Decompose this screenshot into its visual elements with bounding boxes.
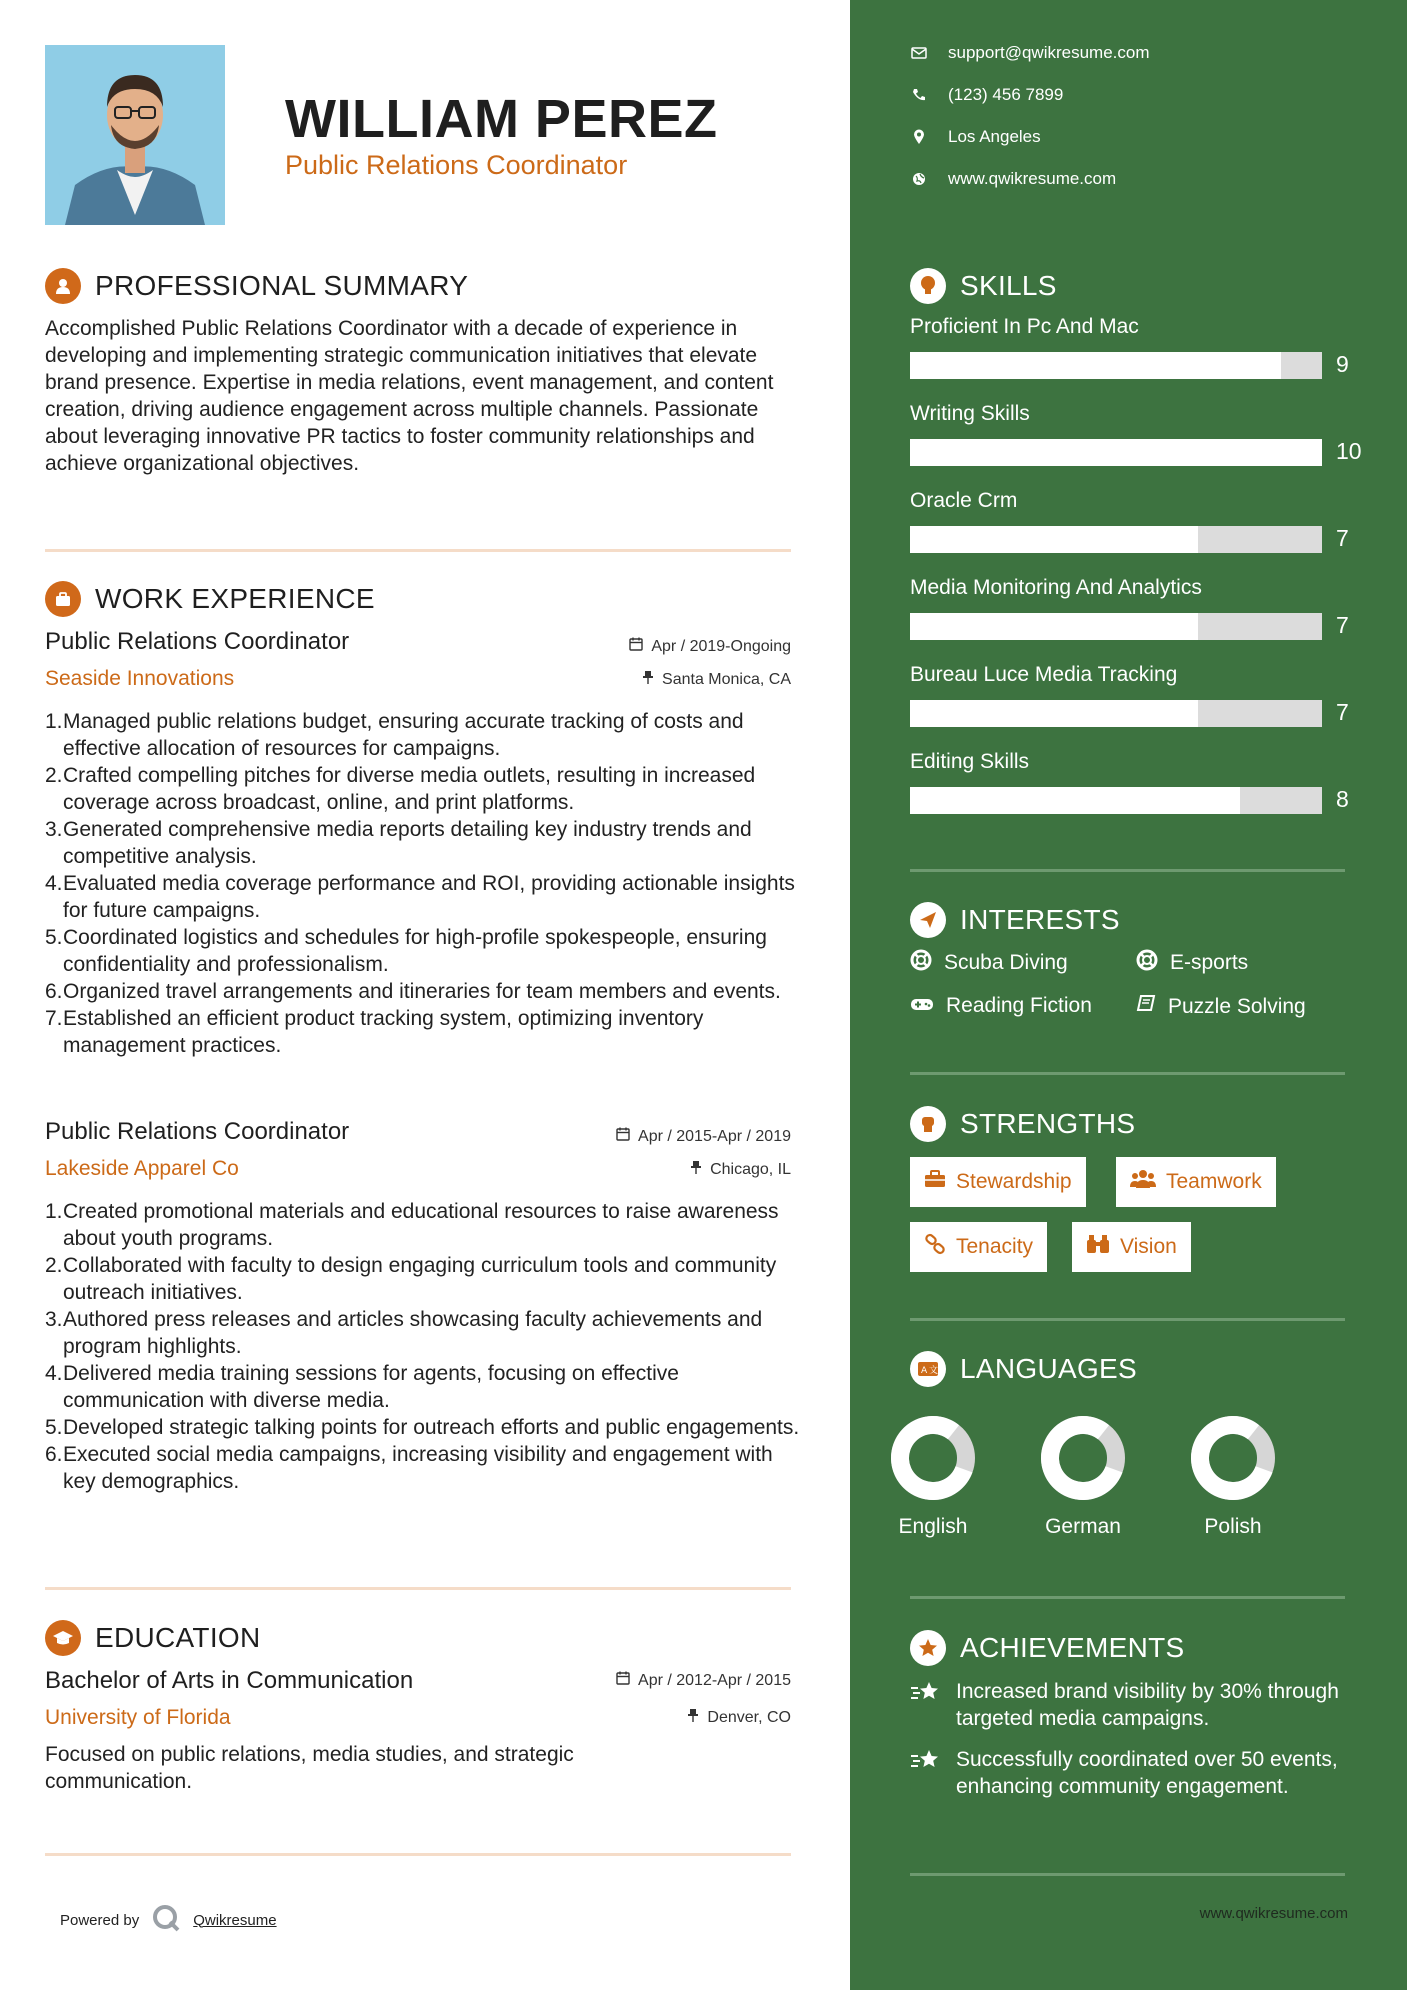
strength-chip	[1116, 1157, 1276, 1207]
link-icon	[924, 1233, 946, 1261]
list-item: 1. Created promotional materials and educational resources to raise awareness about youth programs.	[45, 1200, 779, 1250]
skill-value: 7	[1336, 612, 1349, 638]
interests-title: INTERESTS	[960, 904, 1120, 935]
job-location-text: Santa Monica, CA	[662, 670, 791, 688]
skill-bar-fill	[910, 352, 1281, 379]
candidate-title: Public Relations Coordinator	[285, 150, 628, 180]
work-heading	[45, 581, 375, 617]
language-donut	[1038, 1413, 1128, 1503]
briefcase-icon	[45, 581, 81, 617]
job-dates-text: Apr / 2019-Ongoing	[651, 637, 791, 655]
skill-label: Oracle Crm	[910, 489, 1018, 512]
skill-bar-fill	[910, 613, 1198, 640]
section-divider	[45, 549, 791, 552]
language-item	[1028, 1413, 1138, 1539]
job-location	[690, 1160, 791, 1179]
achievement-item	[910, 1678, 1350, 1732]
language-label: English	[898, 1515, 968, 1538]
skill-value: 7	[1336, 525, 1349, 551]
star-icon	[910, 1678, 942, 1732]
language-donut	[888, 1413, 978, 1503]
interest-label: Scuba Diving	[944, 951, 1068, 974]
degree-title: Bachelor of Arts in Communication	[45, 1667, 414, 1694]
list-item: 1. Managed public relations budget, ensuring accurate tracking of costs and effective allocation of resources for campaigns.	[45, 710, 744, 760]
skill-value: 7	[1336, 699, 1349, 725]
skill-label: Writing Skills	[910, 402, 1030, 425]
language-item	[1178, 1413, 1288, 1539]
language-item	[878, 1413, 988, 1539]
interest-label: E-sports	[1170, 951, 1249, 974]
job-dates	[629, 637, 791, 656]
education-heading	[45, 1620, 261, 1656]
summary-text: Accomplished Public Relations Coordinator with a decade of experience in developing and implementing strategic communication initiatives that elevate brand presence. Expertise in media relations, event management, and content creation, driving audience engagement across multiple channels. Passionate about leveraging innovative PR tactics to foster community relationships and achieve organizational objectives.	[45, 317, 774, 475]
list-item: 2. Collaborated with faculty to design engaging curriculum tools and community outreach initiatives.	[45, 1254, 777, 1304]
fist-icon	[910, 1106, 946, 1142]
language-icon	[910, 1351, 946, 1387]
education-location	[687, 1708, 791, 1727]
skill-bar	[910, 787, 1322, 814]
strength-chip	[910, 1222, 1047, 1272]
skill-bar-fill	[910, 787, 1240, 814]
language-label: German	[1045, 1515, 1121, 1538]
briefcase-icon	[924, 1170, 946, 1194]
skill-value: 8	[1336, 786, 1349, 812]
qwikresume-link[interactable]: Qwikresume	[193, 1911, 277, 1929]
summary-title: PROFESSIONAL SUMMARY	[95, 270, 469, 301]
skill-bar	[910, 526, 1322, 553]
user-icon	[45, 268, 81, 304]
strength-chip	[910, 1157, 1086, 1207]
book-icon	[1136, 994, 1156, 1020]
strength-label: Tenacity	[956, 1235, 1034, 1258]
binoculars-icon	[1086, 1234, 1110, 1260]
contact-email-text[interactable]: support@qwikresume.com	[948, 43, 1150, 62]
school-name: University of Florida	[45, 1706, 231, 1729]
skill-bar-fill	[910, 439, 1322, 466]
section-divider	[910, 1596, 1345, 1599]
lightbulb-icon	[910, 268, 946, 304]
job-location-text: Chicago, IL	[710, 1160, 791, 1178]
contact-website-text[interactable]: www.qwikresume.com	[948, 169, 1117, 188]
section-divider	[910, 1873, 1345, 1876]
envelope-icon	[910, 47, 928, 59]
job-title: Public Relations Coordinator	[45, 1118, 350, 1145]
list-item: 4. Delivered media training sessions for agents, focusing on effective communication with diverse media.	[45, 1362, 679, 1412]
summary-heading	[45, 268, 468, 304]
section-divider	[910, 869, 1345, 872]
sidebar	[850, 0, 1407, 1990]
gamepad-icon	[910, 994, 934, 1018]
contact-location	[910, 127, 1041, 147]
globe-icon	[910, 172, 928, 186]
contact-phone	[910, 85, 1063, 105]
skills-title: SKILLS	[960, 270, 1057, 301]
skills-heading	[910, 268, 1057, 304]
job-title: Public Relations Coordinator	[45, 628, 350, 655]
lifebuoy-icon	[1136, 949, 1158, 977]
list-item: 5. Developed strategic talking points for outreach efforts and public engagements.	[45, 1416, 800, 1439]
star-badge-icon	[910, 1630, 946, 1666]
list-item: 6. Executed social media campaigns, increasing visibility and engagement with key demographics.	[45, 1443, 773, 1493]
achievement-text: Increased brand visibility by 30% through targeted media campaigns.	[956, 1680, 1339, 1730]
interest-label: Reading Fiction	[946, 994, 1092, 1017]
job-dates	[616, 1127, 791, 1146]
contact-phone-text: (123) 456 7899	[948, 85, 1064, 104]
work-title: WORK EXPERIENCE	[95, 583, 375, 614]
interest-item	[1136, 949, 1248, 977]
languages-heading	[910, 1351, 1137, 1387]
interests-heading	[910, 902, 1120, 938]
strength-chip	[1072, 1222, 1191, 1272]
contact-email	[910, 43, 1150, 63]
pin-icon	[642, 670, 654, 689]
paper-plane-icon	[910, 902, 946, 938]
skill-label: Media Monitoring And Analytics	[910, 576, 1202, 599]
list-item: 2. Crafted compelling pitches for diverse media outlets, resulting in increased coverage across broadcast, online, and print platforms.	[45, 764, 756, 814]
skill-value: 9	[1336, 351, 1349, 377]
candidate-name: WILLIAM PEREZ	[285, 89, 718, 149]
job-company: Lakeside Apparel Co	[45, 1157, 239, 1180]
interest-item	[1136, 994, 1306, 1020]
language-label: Polish	[1204, 1515, 1262, 1538]
education-location-text: Denver, CO	[707, 1708, 791, 1726]
education-description: Focused on public relations, media studies, and strategic communication.	[45, 1743, 574, 1793]
list-item: 7. Established an efficient product tracking system, optimizing inventory management practices.	[45, 1007, 704, 1057]
languages-title: LANGUAGES	[960, 1353, 1137, 1384]
education-dates-text: Apr / 2012-Apr / 2015	[638, 1671, 791, 1689]
section-divider	[45, 1853, 791, 1856]
location-pin-icon	[910, 129, 928, 145]
job-bullets	[45, 708, 805, 1059]
achievements-title: ACHIEVEMENTS	[960, 1632, 1185, 1663]
strength-label: Stewardship	[956, 1170, 1072, 1193]
interest-item	[910, 994, 1092, 1018]
contact-location-text: Los Angeles	[948, 127, 1041, 146]
calendar-icon	[629, 637, 643, 656]
list-item: 6. Organized travel arrangements and itineraries for team members and events.	[45, 980, 781, 1003]
svg-text:文: 文	[929, 1366, 939, 1376]
strength-label: Teamwork	[1166, 1170, 1262, 1193]
skill-bar	[910, 700, 1322, 727]
skill-value: 10	[1336, 438, 1362, 464]
list-item: 5. Coordinated logistics and schedules for high-profile spokespeople, ensuring confidentiality and professionalism.	[45, 926, 767, 976]
achievement-text: Successfully coordinated over 50 events, enhancing community engagement.	[956, 1748, 1338, 1798]
lifebuoy-icon	[910, 949, 932, 977]
powered-by	[60, 1903, 277, 1937]
section-divider	[910, 1318, 1345, 1321]
calendar-icon	[616, 1671, 630, 1690]
job-bullets	[45, 1198, 805, 1495]
contact-website	[910, 169, 1116, 189]
interest-label: Puzzle Solving	[1168, 995, 1306, 1018]
skill-label: Proficient In Pc And Mac	[910, 315, 1139, 338]
qwikresume-logo-icon	[151, 1903, 181, 1937]
strengths-heading	[910, 1106, 1135, 1142]
section-divider	[910, 1072, 1345, 1075]
achievements-heading	[910, 1630, 1185, 1666]
job-dates-text: Apr / 2015-Apr / 2019	[638, 1127, 791, 1145]
profile-photo	[45, 45, 225, 225]
star-icon	[910, 1746, 942, 1800]
users-icon	[1130, 1169, 1156, 1195]
achievement-item	[910, 1746, 1350, 1800]
skill-bar	[910, 439, 1322, 466]
powered-by-label: Powered by	[60, 1911, 140, 1929]
interest-item	[910, 949, 1068, 977]
strengths-title: STRENGTHS	[960, 1108, 1136, 1139]
strength-label: Vision	[1120, 1235, 1177, 1258]
skill-label: Editing Skills	[910, 750, 1030, 773]
skill-bar-fill	[910, 700, 1198, 727]
education-dates	[616, 1671, 791, 1690]
job-location	[642, 670, 791, 689]
footer-url[interactable]: www.qwikresume.com	[1199, 1905, 1348, 1922]
education-title: EDUCATION	[95, 1622, 261, 1653]
language-donut	[1188, 1413, 1278, 1503]
skill-label: Bureau Luce Media Tracking	[910, 663, 1178, 686]
graduation-cap-icon	[45, 1620, 81, 1656]
calendar-icon	[616, 1127, 630, 1146]
phone-icon	[910, 88, 928, 102]
skill-bar-fill	[910, 526, 1198, 553]
list-item: 3. Generated comprehensive media reports detailing key industry trends and competitive analysis.	[45, 818, 752, 868]
skill-bar	[910, 613, 1322, 640]
skill-bar	[910, 352, 1322, 379]
list-item: 4. Evaluated media coverage performance and ROI, providing actionable insights for future campaigns.	[45, 872, 795, 922]
job-company: Seaside Innovations	[45, 667, 235, 690]
svg-text:A: A	[921, 1366, 928, 1376]
section-divider	[45, 1587, 791, 1590]
pin-icon	[687, 1708, 699, 1727]
list-item: 3. Authored press releases and articles showcasing faculty achievements and program highlights.	[45, 1308, 763, 1358]
pin-icon	[690, 1160, 702, 1179]
